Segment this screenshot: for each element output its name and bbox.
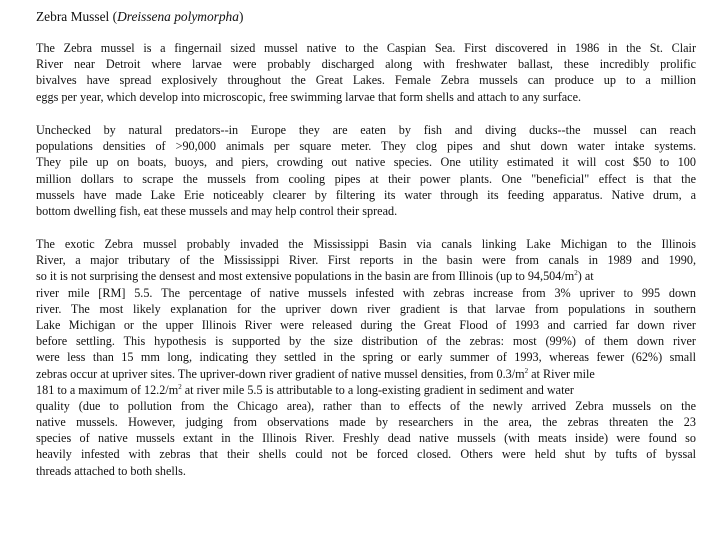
text-line: bottom dwelling fish, eat these mussels and may help control their spread. [36, 203, 398, 218]
text-line: River, a major tributary of the Mississippi River. First reports in the basin were from canals in 1989 and 1990, [36, 253, 696, 268]
paragraph-2 [36, 122, 696, 219]
text-line: heavily infested with zebras that their shells could not be forced closed. Others were held shut by tufts of byssal [36, 447, 696, 462]
paragraph-1 [36, 40, 696, 105]
document-title: Zebra Mussel (Dreissena polymorpha) [36, 9, 244, 24]
text-line: million dollars to scrape the mussels from cooling pipes at their power plants. One "beneficial" effect is that the [36, 171, 696, 186]
text-line: The Zebra mussel is a fingernail sized mussel native to the Caspian Sea. First discovered in 1986 in the St. Clair [36, 41, 696, 55]
paragraph-3 [36, 236, 696, 479]
text-line: eggs per year, which develop into microscopic, free swimming larvae that form shells and attach to any surface. [36, 89, 582, 104]
text-line: The exotic Zebra mussel probably invaded the Mississippi Basin via canals linking Lake Michigan to the Illinois [36, 237, 696, 251]
text-line: quality (due to pollution from the Chicago area), rather than to effects of the newly arrived Zebra mussels on the [36, 398, 696, 413]
text-line: populations densities of >90,000 animals per square meter. They clog pipes and shut down water intake systems. [36, 139, 696, 154]
text-line: Lake Michigan or the upper Illinois River were released during the Great Flood of 1993 and carried far down river [36, 317, 696, 332]
text-line: species of native mussels extant in the Illinois River. Freshly dead native mussels (with meats inside) were found so [36, 431, 696, 446]
text-line: 181 to a maximum of $12.2/m^2$ at river mile 5.5 is attributable to a long-existing gradient in sediment and water [36, 382, 574, 397]
text-line: river. The most likely explanation for the upriver down river gradient is that larvae from populations in southern [36, 301, 696, 316]
text-line: Unchecked by natural predators--in Europe they are eaten by fish and diving ducks--the mussel can reach [36, 123, 696, 137]
text-line: before settling. This hypothesis is supported by the size distribution of the zebras: most (99%) of them down river [36, 334, 696, 349]
text-line: so it is not surprising the densest and most extensive populations in the basin are from Illinois (up to $94,504/m^2$) at [36, 269, 594, 284]
text-line: were less than 15 mm long, indicating they settled in the spring or early summer of 1993, whereas fewer (62%) small [36, 350, 696, 365]
superscript: 2 [178, 382, 182, 391]
superscript: 2 [524, 366, 529, 375]
text-line: river mile [RM] 5.5. The percentage of native mussels infested with zebras increase from 3% upriver to 995 down [36, 285, 696, 300]
text-line: mussels have made Lake Erie noticeably clearer by filtering its water through its feeding apparatus. Native drum, a [36, 187, 696, 202]
text-line: threads attached to both shells. [36, 463, 186, 478]
scientific-name: Dreissena polymorpha [117, 9, 239, 24]
text-line: zebras occur at upriver sites. The upriver-down river gradient of native mussel densities, from $0.3/m^2$ at River mile [36, 366, 595, 381]
superscript: 2 [574, 269, 578, 278]
text-line: They pile up on boats, buoys, and piers, crowding out native species. One utility estimated it will cost $50 to 100 [36, 155, 696, 170]
text-line: River near Detroit where larvae were probably discharged along with freshwater ballast, these incredibly prolific [36, 57, 696, 72]
text-line: bivalves have spread explosively throughout the Great Lakes. Female Zebra mussels can produce up to a million [36, 73, 696, 88]
text-line: native mussels. However, judging from observations made by researchers in the area, the zebras threaten the 23 [36, 415, 696, 430]
